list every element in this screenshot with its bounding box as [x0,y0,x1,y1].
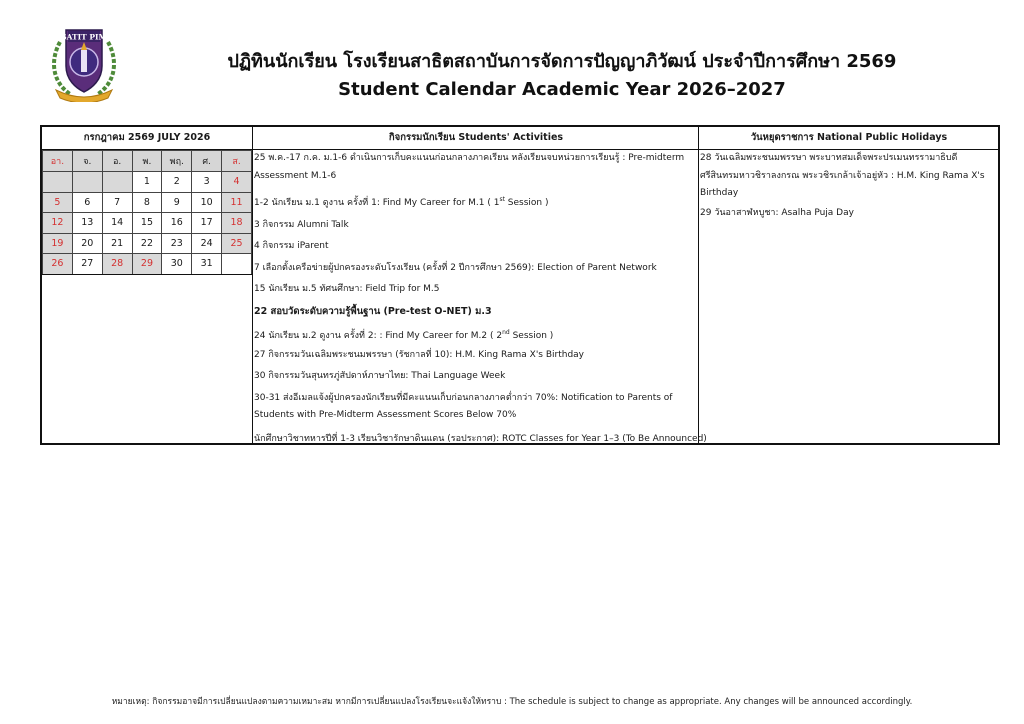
holiday-text: Birthday [700,188,739,198]
activity-item: 27 กิจกรรมวันเฉลิมพระชนมพรรษา (รัชกาลที่ 10): H.M. King Rama X's Birthday [254,349,585,360]
holiday-item [700,150,996,203]
activity-item: นักศึกษาวิชาทหารปีที่ 1-3 เรียนวิชารักษาดินแดน (รอประกาศ): ROTC Classes for Year 1–3 (To Be Announced) [254,433,707,444]
day-cell: 17 [192,213,222,234]
day-cell: 6 [72,192,102,213]
activity-text: Students with Pre-Midterm Assessment Scores Below 70% [254,410,517,420]
week-row [43,254,252,275]
holidays-list [700,150,996,222]
ordinal-suffix: nd [502,329,510,336]
activities-list [254,150,707,448]
activity-item: 22 สอบวัดระดับความรู้พื้นฐาน (Pre-test O-NET) ม.3 [254,305,492,317]
dow-fri: ศ. [192,151,222,172]
day-cell [43,172,73,193]
activity-item [254,324,698,346]
week-row [43,213,252,234]
activity-item: 3 กิจกรรม Alumni Talk [254,219,349,230]
activity-item [254,390,698,425]
activity-text: 1-2 นักเรียน ม.1 ดูงาน ครั้งที่ 1: Find My Career for M.1 ( 1 [254,198,500,208]
day-cell: 4 [222,172,252,193]
footnote: หมายเหตุ: กิจกรรมอาจมีการเปลี่ยนแปลงตามความเหมาะสม หากมีการเปลี่ยนแปลงโรงเรียนจะแจ้งให้ทราบ : The schedule is subject to change as appropriate. Any changes will be announced accordingly. [111,697,913,707]
day-cell: 11 [222,192,252,213]
activity-item: 7 เลือกตั้งเครือข่ายผู้ปกครองระดับโรงเรียน (ครั้งที่ 2 ปีการศึกษา 2569): Election of Parent Network [254,262,657,273]
day-cell: 29 [132,254,162,275]
day-cell: 24 [192,233,222,254]
month-grid [42,150,252,275]
week-row [43,233,252,254]
day-cell [102,172,132,193]
activity-item: 30 กิจกรรมวันสุนทรภู่สัปดาห์ภาษาไทย: Thai Language Week [254,371,506,381]
day-cell: 28 [102,254,132,275]
dow-sat: ส. [222,151,252,172]
day-cell: 2 [162,172,192,193]
activity-item: 15 นักเรียน ม.5 ทัศนศึกษา: Field Trip for M.5 [254,284,440,294]
calendar-title-english: Student Calendar Academic Year 2026–2027 [338,79,786,100]
day-cell: 25 [222,233,252,254]
activity-text: Session ) [509,331,554,341]
day-cell: 18 [222,213,252,234]
week-row [43,172,252,193]
activity-text: Assessment M.1-6 [254,170,337,181]
activity-text: 25 พ.ค.-17 ก.ค. ม.1-6 ดำเนินการเก็บคะแนนก่อนกลางภาคเรียน หลังเรียนจบหน่วยการเรียนรู้ : Pre-midterm [254,153,685,163]
day-cell: 26 [43,254,73,275]
day-cell: 30 [162,254,192,275]
activity-text: 24 นักเรียน ม.2 ดูงาน ครั้งที่ 2: : Find My Career for M.2 ( 2 [254,331,503,341]
holiday-text: 28 วันเฉลิมพระชนมพรรษา พระบาทสมเด็จพระปรเมนทรรามาธิบดี [700,153,958,163]
day-cell: 10 [192,192,222,213]
week-row [43,192,252,213]
day-cell: 7 [102,192,132,213]
day-cell [72,172,102,193]
logo-text: SATIT PIM [61,32,107,42]
days-of-week-row [43,151,252,172]
activity-item [254,150,698,185]
day-cell: 20 [72,233,102,254]
day-cell: 27 [72,254,102,275]
activity-item [254,191,698,213]
calendar-table [40,125,1000,445]
day-cell: 8 [132,192,162,213]
day-cell: 13 [72,213,102,234]
activity-text: Session ) [504,198,549,208]
dow-tue: อ. [102,151,132,172]
day-cell: 19 [43,233,73,254]
day-cell: 16 [162,213,192,234]
ordinal-suffix: st [499,196,505,203]
dow-mon: จ. [72,151,102,172]
column-divider [698,127,699,443]
day-cell: 21 [102,233,132,254]
school-logo [46,24,122,102]
holiday-item [700,205,996,223]
day-cell: 9 [162,192,192,213]
day-cell: 23 [162,233,192,254]
day-cell: 3 [192,172,222,193]
day-cell: 22 [132,233,162,254]
holidays-header: วันหยุดราชการ National Public Holidays [750,132,948,143]
activities-header: กิจกรรมนักเรียน Students' Activities [388,132,564,143]
day-cell: 14 [102,213,132,234]
holiday-text: 29 วันอาสาฬหบูชา: Asalha Puja Day [700,207,854,218]
holiday-text: ศรีสินทรมหาวชิราลงกรณ พระวชิรเกล้าเจ้าอยู่หัว : H.M. King Rama X's [700,170,985,181]
calendar-title-thai: ปฏิทินนักเรียน โรงเรียนสาธิตสถาบันการจัดการปัญญาภิวัฒน์ ประจำปีการศึกษา 2569 [227,51,897,72]
dow-sun: อา. [43,151,73,172]
day-cell: 1 [132,172,162,193]
month-header: กรกฎาคม 2569 JULY 2026 [83,132,211,143]
day-cell: 5 [43,192,73,213]
day-cell: 15 [132,213,162,234]
column-divider [252,127,253,443]
dow-wed: พ. [132,151,162,172]
day-cell [222,254,252,275]
activity-text: 30-31 ส่งอีเมลแจ้งผู้ปกครองนักเรียนที่มีคะแนนเก็บก่อนกลางภาคต่ำกว่า 70%: Notification to Parents of [254,392,673,403]
dow-thu: พฤ. [162,151,192,172]
day-cell: 31 [192,254,222,275]
day-cell: 12 [43,213,73,234]
activity-item: 4 กิจกรรม iParent [254,241,329,251]
